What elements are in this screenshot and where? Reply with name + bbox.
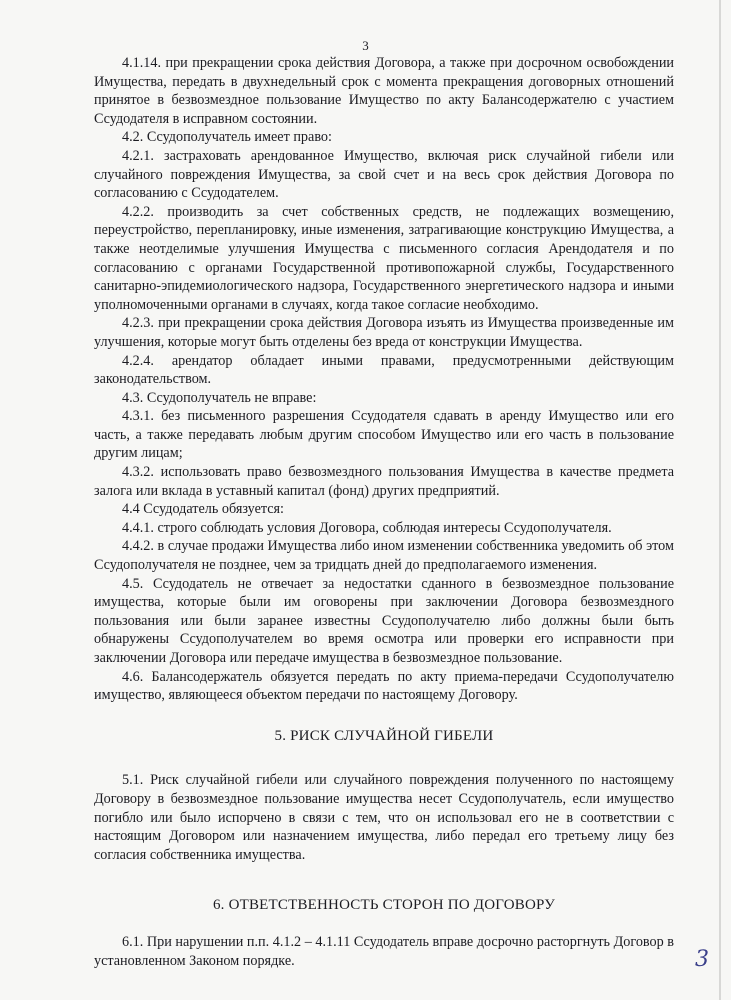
section-6-heading: 6. ОТВЕТСТВЕННОСТЬ СТОРОН ПО ДОГОВОРУ	[212, 897, 556, 914]
paragraph-5-1: 5.1. Риск случайной гибели или случайного повреждения полученного по настоящему Договору в безвозмездное пользование имущества несет Ссудополучатель, если имущество погибло или было испорчено в связи с тем, что он использовал его не в соответствии с настоящим Договором или назначением имущества, либо передал его третьему лицу без согласия собственника имущества.	[94, 772, 674, 863]
paragraph-4-4: 4.4 Ссудодатель обязуется:	[122, 501, 285, 518]
paragraph-4-6: 4.6. Балансодержатель обязуется передать по акту приема-передачи Ссудополучателю имущество, являющееся объектом передачи по настоящему Договору.	[94, 668, 674, 704]
paragraph-4-2-1: 4.2.1. застраховать арендованное Имущество, включая риск случайной гибели или случайного повреждения Имущества, за свой счет и на весь срок действия Договора по согласованию с Ссудодателем.	[94, 147, 674, 202]
section-5-heading: 5. РИСК СЛУЧАЙНОЙ ГИБЕЛИ	[274, 727, 494, 744]
handwritten-page-number: 3	[695, 947, 709, 972]
paragraph-4-2-2: 4.2.2. производить за счет собственных средств, не подлежащих возмещению, переустройство, перепланировку, иные изменения, затрагивающие конструкцию Имущества, а также неотделимые улучшения Имущества с письменного согласия Арендодателя и по согласованию с органами Государственной противопожарной службы, Государственного санитарно-эпидемиологического надзора, Государственного энергетического надзора и иными уполномоченными органами в случаях, когда такое согласие необходимо.	[94, 203, 674, 313]
paragraph-4-3-2: 4.3.2. использовать право безвозмездного пользования Имущества в качестве предмета залога или вклада в уставный капитал (фонд) других предприятий.	[94, 464, 674, 499]
paragraph-4-5: 4.5. Ссудодатель не отвечает за недостатки сданного в безвозмездное пользование имущества, которые были им оговорены при заключении Договора безвозмездного пользования или были заранее известны Ссудополучателю либо должны были быть обнаружены Ссудополучателем во время осмотра или проверки его исправности при заключении Договора или передаче имущества в безвозмездное пользование.	[94, 575, 674, 666]
paragraph-4-4-2: 4.4.2. в случае продажи Имущества либо ином изменении собственника уведомить об этом Ссудополучателя не позднее, чем за тридцать дней до предполагаемого изменения.	[94, 538, 674, 574]
paragraph-4-2-3: 4.2.3. при прекращении срока действия Договора изъять из Имущества произведенные им улучшения, которые могут быть отделены без вреда от конструкции Имущества.	[94, 315, 674, 350]
paragraph-4-2-4: 4.2.4. арендатор обладает иными правами, предусмотренными действующим законодательством.	[94, 352, 674, 388]
paragraph-4-1-14: 4.1.14. при прекращении срока действия Договора, а также при досрочном освобождении Имущества, передать в двухнедельный срок с момента прекращения договорных отношений принятое в безвозмездное пользование Имущество по акту Балансодержателю с участием Ссудодателя в исправном состоянии.	[94, 55, 674, 127]
document-body	[94, 54, 674, 970]
paragraph-6-1: 6.1. При нарушении п.п. 4.1.2 – 4.1.11 Ссудодатель вправе досрочно расторгнуть Договор в установленном Законом порядке.	[94, 933, 674, 969]
paragraph-4-4-1: 4.4.1. строго соблюдать условия Договора, соблюдая интересы Ссудополучателя.	[122, 519, 612, 536]
paragraph-4-2: 4.2. Ссудополучатель имеет право:	[122, 129, 332, 146]
page-edge	[719, 0, 721, 1000]
paragraph-4-3: 4.3. Ссудополучатель не вправе:	[122, 389, 317, 406]
page-number: 3	[362, 38, 369, 53]
paragraph-4-3-1: 4.3.1. без письменного разрешения Ссудодателя сдавать в аренду Имущество или его часть, а также передавать любым другим способом Имущество или его часть в пользование другим лицам;	[94, 408, 674, 462]
